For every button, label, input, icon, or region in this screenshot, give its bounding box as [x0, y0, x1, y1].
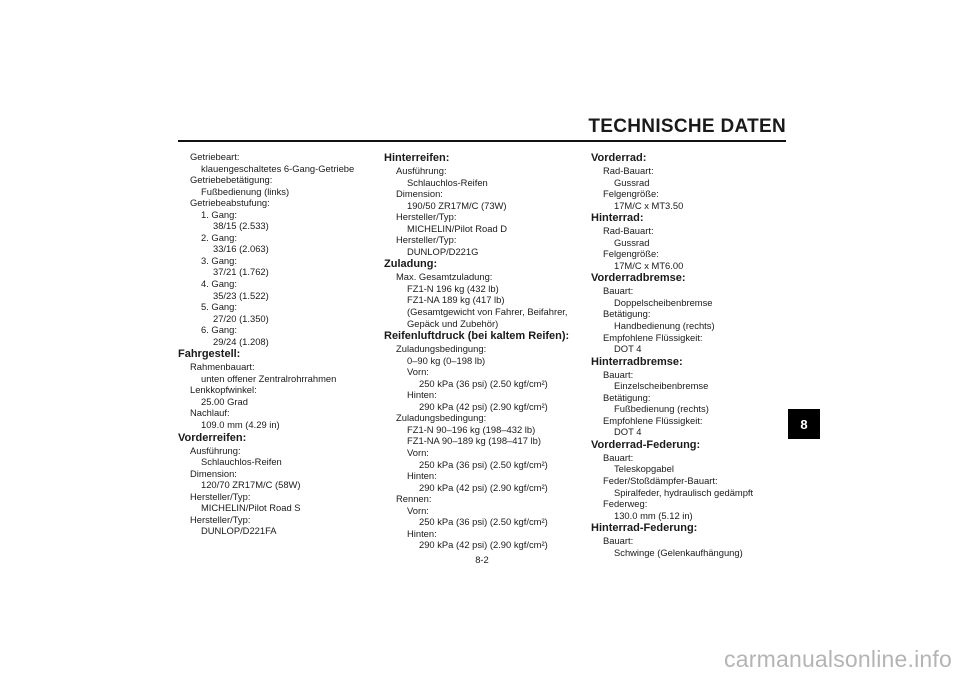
spec-value: MICHELIN/Pilot Road D — [407, 222, 508, 234]
spec-value: 4. Gang: — [201, 278, 237, 290]
spec-value: 29/24 (1.208) — [213, 335, 269, 347]
spec-value: 35/23 (1.522) — [213, 289, 269, 301]
spec-label: Empfohlene Flüssigkeit: — [603, 331, 703, 343]
spec-value: Handbedienung (rechts) — [614, 320, 715, 332]
spec-value: DUNLOP/D221FA — [201, 525, 277, 537]
spec-value: 290 kPa (42 psi) (2.90 kgf/cm²) — [419, 539, 548, 551]
spec-value: Gussrad — [614, 176, 650, 188]
spec-value: Teleskopgabel — [614, 463, 674, 475]
spec-value: 290 kPa (42 psi) (2.90 kgf/cm²) — [419, 400, 548, 412]
spec-label: Hersteller/Typ: — [190, 513, 251, 525]
spec-value: DOT 4 — [614, 426, 642, 438]
spec-label: Rad-Bauart: — [603, 225, 654, 237]
spec-value: 5. Gang: — [201, 301, 237, 313]
spec-value: 1. Gang: — [201, 208, 237, 220]
spec-label: Rahmenbauart: — [190, 361, 255, 373]
section-heading: Vorderreifen: — [178, 431, 247, 444]
spec-value: 33/16 (2.063) — [213, 243, 269, 255]
spec-column-3 — [591, 151, 791, 558]
spec-label: Bauart: — [603, 285, 634, 297]
spec-value: 6. Gang: — [201, 324, 237, 336]
spec-label: Feder/Stoßdämpfer-Bauart: — [603, 475, 718, 487]
spec-value: Vorn: — [407, 504, 429, 516]
spec-value: 250 kPa (36 psi) (2.50 kgf/cm²) — [419, 458, 548, 470]
spec-value: FZ1-NA 189 kg (417 lb) — [407, 294, 505, 306]
spec-value: Schwinge (Gelenkaufhängung) — [614, 546, 743, 558]
page-number: 8-2 — [475, 554, 489, 565]
spec-label: Max. Gesamtzuladung: — [396, 271, 493, 283]
spec-value: unten offener Zentralrohrrahmen — [201, 372, 337, 384]
spec-value: 3. Gang: — [201, 254, 237, 266]
spec-value: 17M/C x MT3.50 — [614, 199, 684, 211]
section-heading: Fahrgestell: — [178, 348, 241, 361]
section-heading: Hinterradbremse: — [591, 355, 683, 368]
spec-label: Rennen: — [396, 493, 432, 505]
spec-label: Betätigung: — [603, 391, 651, 403]
spec-label: Betätigung: — [603, 308, 651, 320]
spec-value: DOT 4 — [614, 343, 642, 355]
section-heading: Hinterreifen: — [384, 152, 450, 164]
spec-value: MICHELIN/Pilot Road S — [201, 502, 301, 514]
spec-value: 17M/C x MT6.00 — [614, 259, 684, 271]
spec-value: Fußbedienung (rechts) — [614, 403, 709, 415]
chapter-tab-label: 8 — [800, 416, 808, 432]
page-title: TECHNISCHE DATEN — [588, 116, 786, 137]
spec-value: Doppelscheibenbremse — [614, 296, 713, 308]
spec-value: Spiralfeder, hydraulisch gedämpft — [614, 486, 754, 498]
spec-value: (Gesamtgewicht von Fahrer, Beifahrer, — [407, 306, 568, 318]
spec-value: 109.0 mm (4.29 in) — [201, 419, 280, 431]
spec-label: Felgengröße: — [603, 248, 659, 260]
spec-value: FZ1-N 196 kg (432 lb) — [407, 282, 499, 294]
section-heading: Vorderradbremse: — [591, 272, 686, 285]
spec-value: Einzelscheibenbremse — [614, 380, 709, 392]
section-heading: Hinterrad: — [591, 212, 644, 225]
spec-value: klauengeschaltetes 6-Gang-Getriebe — [201, 162, 355, 174]
spec-label: Hersteller/Typ: — [396, 234, 457, 246]
spec-value: Hinten: — [407, 527, 437, 539]
spec-label: Dimension: — [396, 188, 443, 200]
spec-value: Vorn: — [407, 447, 429, 459]
spec-value: Fußbedienung (links) — [201, 185, 290, 197]
spec-value: Vorn: — [407, 366, 429, 378]
spec-value: DUNLOP/D221G — [407, 245, 479, 257]
spec-value: 38/15 (2.533) — [213, 220, 269, 232]
spec-value: 25.00 Grad — [201, 395, 248, 407]
section-heading: Vorderrad: — [591, 152, 647, 164]
watermark: carmanualsonline.info — [724, 646, 952, 672]
spec-label: Getriebebetätigung: — [190, 174, 273, 186]
spec-label: Empfohlene Flüssigkeit: — [603, 414, 703, 426]
spec-value: 190/50 ZR17M/C (73W) — [407, 199, 507, 211]
spec-label: Ausführung: — [190, 444, 241, 456]
section-heading: Vorderrad-Federung: — [591, 438, 701, 451]
spec-value: Hinten: — [407, 470, 437, 482]
spec-value: Gussrad — [614, 236, 650, 248]
spec-value: 290 kPa (42 psi) (2.90 kgf/cm²) — [419, 481, 548, 493]
spec-label: Dimension: — [190, 467, 237, 479]
spec-value: FZ1-N 90–196 kg (198–432 lb) — [407, 423, 536, 435]
spec-value: Gepäck und Zubehör) — [407, 317, 499, 329]
spec-value: 2. Gang: — [201, 231, 237, 243]
spec-column-2 — [384, 151, 594, 551]
spec-value: 0–90 kg (0–198 lb) — [407, 354, 486, 366]
spec-value: 27/20 (1.350) — [213, 312, 269, 324]
spec-label: Ausführung: — [396, 165, 447, 176]
spec-value: Hinten: — [407, 389, 437, 401]
spec-label: Bauart: — [603, 451, 634, 463]
spec-label: Lenkkopfwinkel: — [190, 384, 257, 396]
section-heading: Reifenluftdruck (bei kaltem Reifen): — [384, 330, 570, 343]
spec-value: FZ1-NA 90–189 kg (198–417 lb) — [407, 435, 541, 447]
chapter-tab — [788, 409, 820, 439]
spec-label: Getriebeabstufung: — [190, 197, 270, 209]
spec-value: 37/21 (1.762) — [213, 266, 269, 278]
spec-label: Felgengröße: — [603, 188, 659, 200]
spec-label: Nachlauf: — [190, 407, 230, 419]
spec-label: Zuladungsbedingung: — [396, 343, 487, 355]
spec-value: 250 kPa (36 psi) (2.50 kgf/cm²) — [419, 516, 548, 528]
section-heading: Hinterrad-Federung: — [591, 522, 698, 535]
spec-value: 250 kPa (36 psi) (2.50 kgf/cm²) — [419, 377, 548, 389]
spec-label: Zuladungsbedingung: — [396, 412, 487, 424]
section-heading: Zuladung: — [384, 258, 438, 271]
spec-label: Rad-Bauart: — [603, 165, 654, 176]
spec-value: Schlauchlos-Reifen — [201, 456, 282, 468]
spec-label: Getriebeart: — [190, 151, 240, 162]
spec-value: 120/70 ZR17M/C (58W) — [201, 479, 301, 491]
spec-label: Hersteller/Typ: — [396, 211, 457, 223]
spec-value: Schlauchlos-Reifen — [407, 176, 488, 188]
spec-value: 130.0 mm (5.12 in) — [614, 509, 693, 521]
spec-label: Bauart: — [603, 368, 634, 380]
spec-label: Federweg: — [603, 498, 648, 510]
spec-label: Bauart: — [603, 535, 634, 547]
spec-column-1 — [178, 151, 378, 537]
spec-label: Hersteller/Typ: — [190, 490, 251, 502]
title-rule — [178, 140, 786, 142]
